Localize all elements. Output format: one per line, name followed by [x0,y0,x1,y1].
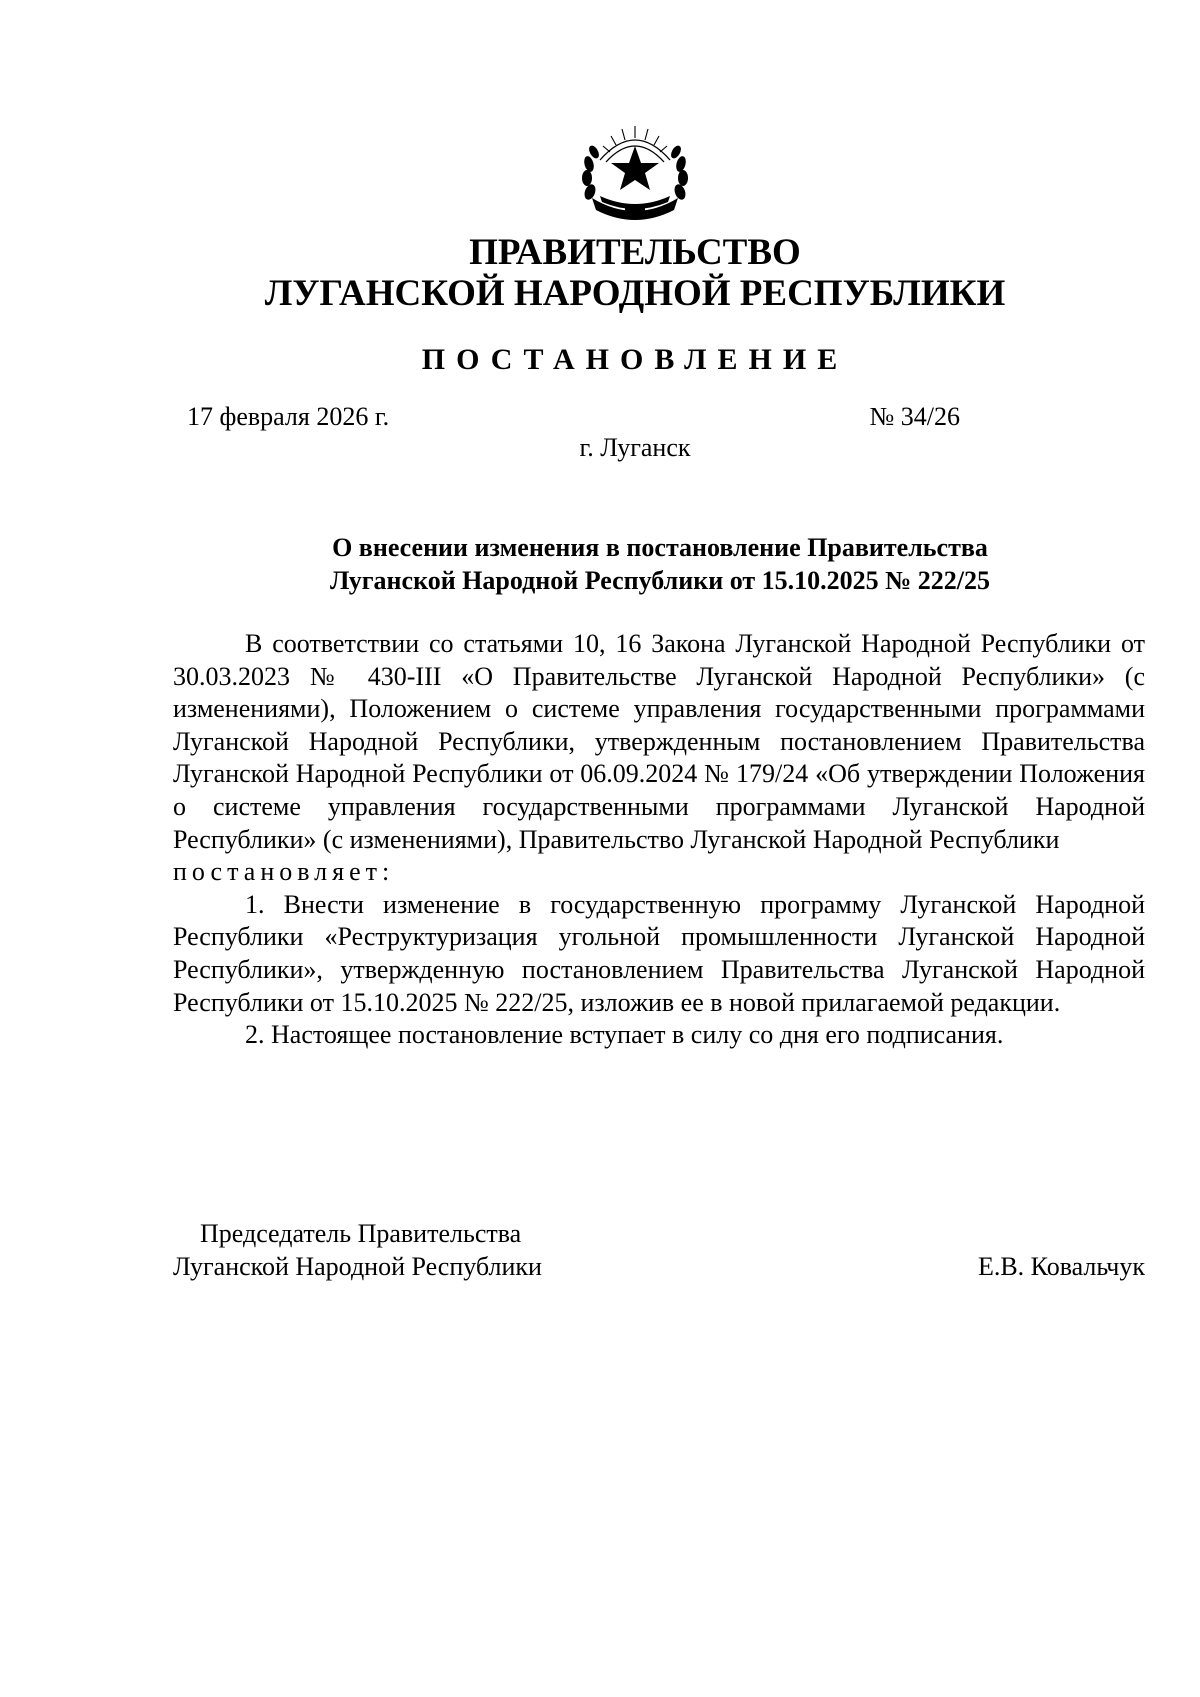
document-date: 17 февраля 2026 г. [187,402,390,431]
body-item-2: 2. Настоящее постановление вступает в силу со дня его подписания. [245,1020,1004,1050]
state-emblem-icon [570,112,700,222]
org-name-line1: ПРАВИТЕЛЬСТВО [469,232,801,273]
preamble-paragraph: В соответствии со статьями 10, 16 Закона Луганской Народной Республики от 30.03.2023 № 430-III «О Правительстве Луганской Народной Республики» (с изменениями), Положением о системе управления государственными программами Луганской Народной Республики, утвержденным постановлением Правительства Луганской Народной Республики от 06.09.2024 № 179/24 «Об утверждении Положения о системе управления государственными программами Луганской Народной Республики» (с изменениями), Правительство Луганской Народной Республики [173,629,1145,854]
document-body [173,628,1145,1052]
signatory-position-line1: Председатель Правительства [200,1219,522,1248]
body-item-1: 1. Внести изменение в государственную программу Луганской Народной Республики «Реструктуризация угольной промышленности Луганской Народной Республики», утвержденную постановлением Правительства Луганской Народной Республики от 15.10.2025 № 222/25, изложив ее в новой прилагаемой редакции. [173,889,1145,1017]
document-number: № 34/26 [869,402,960,431]
org-name-line2: ЛУГАНСКОЙ НАРОДНОЙ РЕСПУБЛИКИ [264,273,1006,314]
subject-line2: Луганской Народной Республики от 15.10.2025 № 222/25 [330,566,990,595]
resolves-word: постановляет: [173,857,395,887]
signatory-name: Е.В. Ковальчук [977,1252,1145,1281]
subject-line1: О внесении изменения в постановление Правительства [332,533,988,562]
document-subject [0,531,1200,597]
signatory-position-line2: Луганской Народной Республики [173,1252,542,1281]
document-type-title: ПОСТАНОВЛЕНИЕ [421,343,849,376]
document-city: г. Луганск [579,433,691,462]
